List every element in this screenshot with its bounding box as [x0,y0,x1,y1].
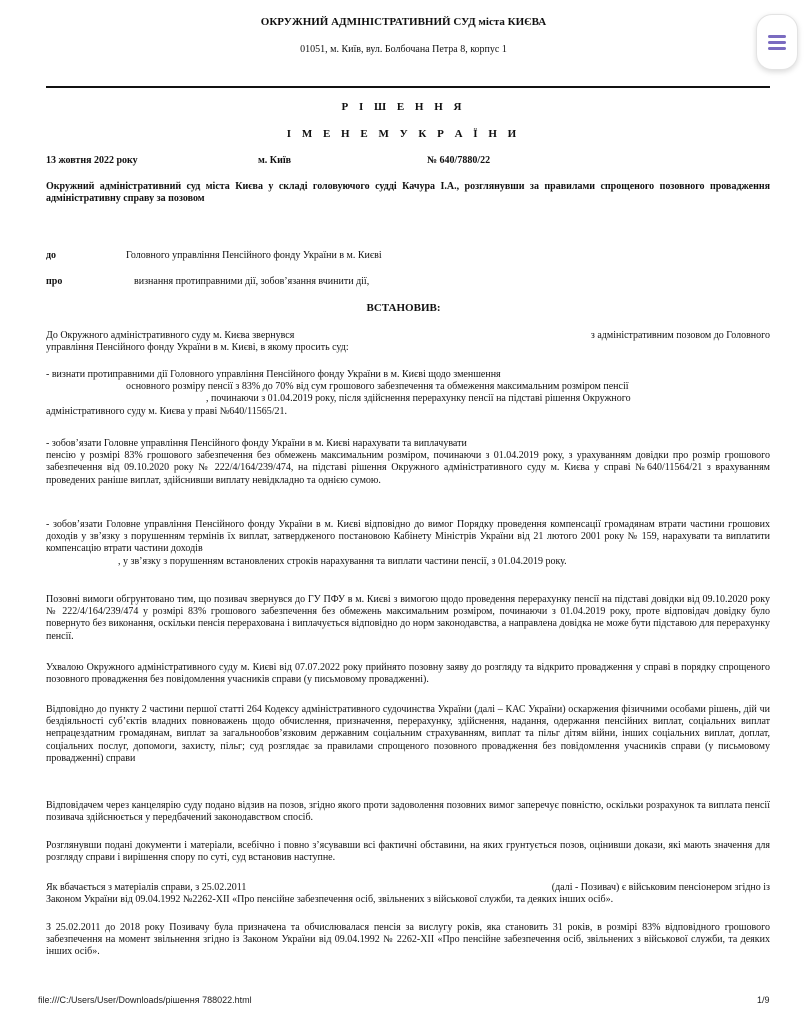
menu-button[interactable] [756,14,798,70]
paragraph-10-end: (далі - Позивач) є військовим пенсіонером згідно із [551,882,770,893]
paragraph-10-line2: Законом України від 09.04.1992 №2262-XII «Про пенсійне забезпечення осіб, звільнених з військової служби, та деяких інших осіб». [46,894,614,906]
decision-city: м. Київ [258,155,292,166]
paragraph-4-tail: , у зв’язку з порушенням встановлених строків нарахування та виплати частини пенсії, з 01.04.2019 року. [118,555,567,567]
party-about-value: визнання протиправними дії, зобов’язання вчинити дії, [134,276,370,287]
party-to-label: до [46,250,57,261]
established-heading: ВСТАНОВИВ: [366,302,441,314]
paragraph-7: Відповідно до пункту 2 частини першої статті 264 Кодексу адміністративного судочинства України (далі – КАС України) оскаржения фізичними особами рішень, дій чи бездіяльності суб’єктів владних повноважень щодо обчислення, призначення, перерахунку, здійснення, надання, одержання пенсійних виплат, соціальних виплат непрацездатним громадянам, виплат за загальнообов’язковим державним соціальним страхуванням, виплат та пільг дітям війни, інших соціальних виплат, доплат, соціальних послуг, допомоги, захисту, пільг; суд розглядає за правилами спрощеного позовного провадження без повідомлення учасників справи (у письмовому провадженні) справи [46,704,770,764]
paragraph-10-start: Як вбачається з матеріалів справи, з 25.02.2011 [46,882,247,893]
paragraph-6: Ухвалою Окружного адміністративного суду м. Києві від 07.07.2022 року прийнято позовну заяву до розгляду та відкрито провадження у справі в порядку спрощеного позовного провадження без повідомлення учасників справи (у письмовому провадженні). [46,662,770,686]
paragraph-2 [46,369,770,418]
document-subtitle: І М Е Н Е М У К Р А Ї Н И [286,128,521,140]
paragraph-3-body: пенсію у розмірі 83% грошового забезпечення без обмежень максимальним розміром, починаючи з 01.04.2019 року, з урахуванням довідки про розмір грошового забезпечення від 09.10.2020 року № 222/4/164/239/474, на підставі рішення Окружного адміністративного суду м. Києва у справі №640/11564/21 з врахуванням проведених раніше виплат, здійснивши виплату невідкладно та однією сумою. [46,450,770,486]
court-address: 01051, м. Київ, вул. Болбочана Петра 8, корпус 1 [300,44,507,55]
paragraph-1-start: До Окружного адміністративного суду м. Києва звернувся [46,330,295,341]
paragraph-9: Розглянувши подані документи і матеріали, всебічно і повно з’ясувавши всі фактичні обставини, на яких грунтується позов, оцінивши докази, які мають значення для розгляду справи і вирішення спору по суті, суд встановив наступне. [46,840,770,864]
header-divider [46,86,770,88]
paragraph-1-end: з адміністративним позовом до Головного [590,330,770,341]
court-name: ОКРУЖНИЙ АДМІНІСТРАТИВНИЙ СУД міста КИЄВА [260,16,547,28]
paragraph-10 [46,882,770,906]
case-number: № 640/7880/22 [427,155,491,166]
paragraph-2-line1: - визнати протиправними дії Головного управління Пенсійного фонду України в м. Києві щодо зменшення [46,369,501,380]
paragraph-5: Позовні вимоги обгрунтовано тим, що позивач звернувся до ГУ ПФУ в м. Києві з вимогою щодо проведення перерахунку пенсії на підставі довідки від 09.10.2020 року № 222/4/164/239/474 у розмірі 83% грошового забезпечення без обмежень максимальним розміром, починаючи з 01.04.2019 року, проте відповідач довідку було повернуто без виконання, оскільки пенсія перерахована і виплачується відповідно до норм законодавства, а направлена довідка не може бути підставою для перерахунку пенсії. [46,594,770,642]
footer-file-path: file:///C:/Users/User/Downloads/рішення 788022.html [38,995,252,1005]
party-to-value: Головного управління Пенсійного фонду України в м. Києві [126,250,382,261]
document-title: Р І Ш Е Н Н Я [341,101,466,113]
paragraph-4 [46,519,770,568]
party-about-label: про [46,276,63,287]
paragraph-4-body: - зобов’язати Головне управління Пенсійного фонду України в м. Києві відповідно до вимог Порядку проведення компенсації громадянам втрати частини грошових доходів у зв’язку з порушенням термінів їх виплат, затвердженого постановою Кабінету Міністрів України від 21 лютого 2001 року № 159, нарахувати та виплатити компенсацію втрати частини доходів [46,519,770,555]
paragraph-1-line2: управління Пенсійного фонду України в м. Києві, в якому просить суд: [46,342,349,354]
paragraph-3 [46,438,770,487]
footer-page-number: 1/9 [757,995,770,1005]
intro-paragraph: Окружний адміністративний суд міста Києва у складі головуючого судді Качура І.А., розглянувши за правилами спрощеного позовного провадження адміністративну справу за позовом [46,181,770,205]
paragraph-11: З 25.02.2011 до 2018 року Позивачу була призначена та обчислювалася пенсія за вислугу років, яка становить 31 років, в розмірі 83% відповідного грошового забезпечення на момент звільнення згідно із Законом України від 09.04.1992 № 2262-ХІІ «Про пенсійне забезпечення осіб, звільнених з військової служби, та деяких інших осіб». [46,922,770,958]
paragraph-1 [46,330,770,354]
paragraph-2-line3: , починаючи з 01.04.2019 року, після здійснення перерахунку пенсії на підставі рішення Окружного [206,393,631,405]
paragraph-2-line2: основного розміру пенсії з 83% до 70% від сум грошового забезпечення та обмеження максимальним розміром пенсії [126,381,629,393]
decision-date: 13 жовтня 2022 року [46,155,138,166]
paragraph-2-line4: адміністративного суду м. Києва у праві №640/11565/21. [46,405,287,417]
paragraph-3-line1: - зобов’язати Головне управління Пенсійного фонду України в м. Києві нарахувати та виплачувати [46,438,467,449]
paragraph-8: Відповідачем через канцелярію суду подано відзив на позов, згідно якого проти задоволення позовних вимог заперечує повністю, оскільки розрахунок та виплата пенсії позивача здійснюється у передбачений законодавством спосіб. [46,800,770,824]
